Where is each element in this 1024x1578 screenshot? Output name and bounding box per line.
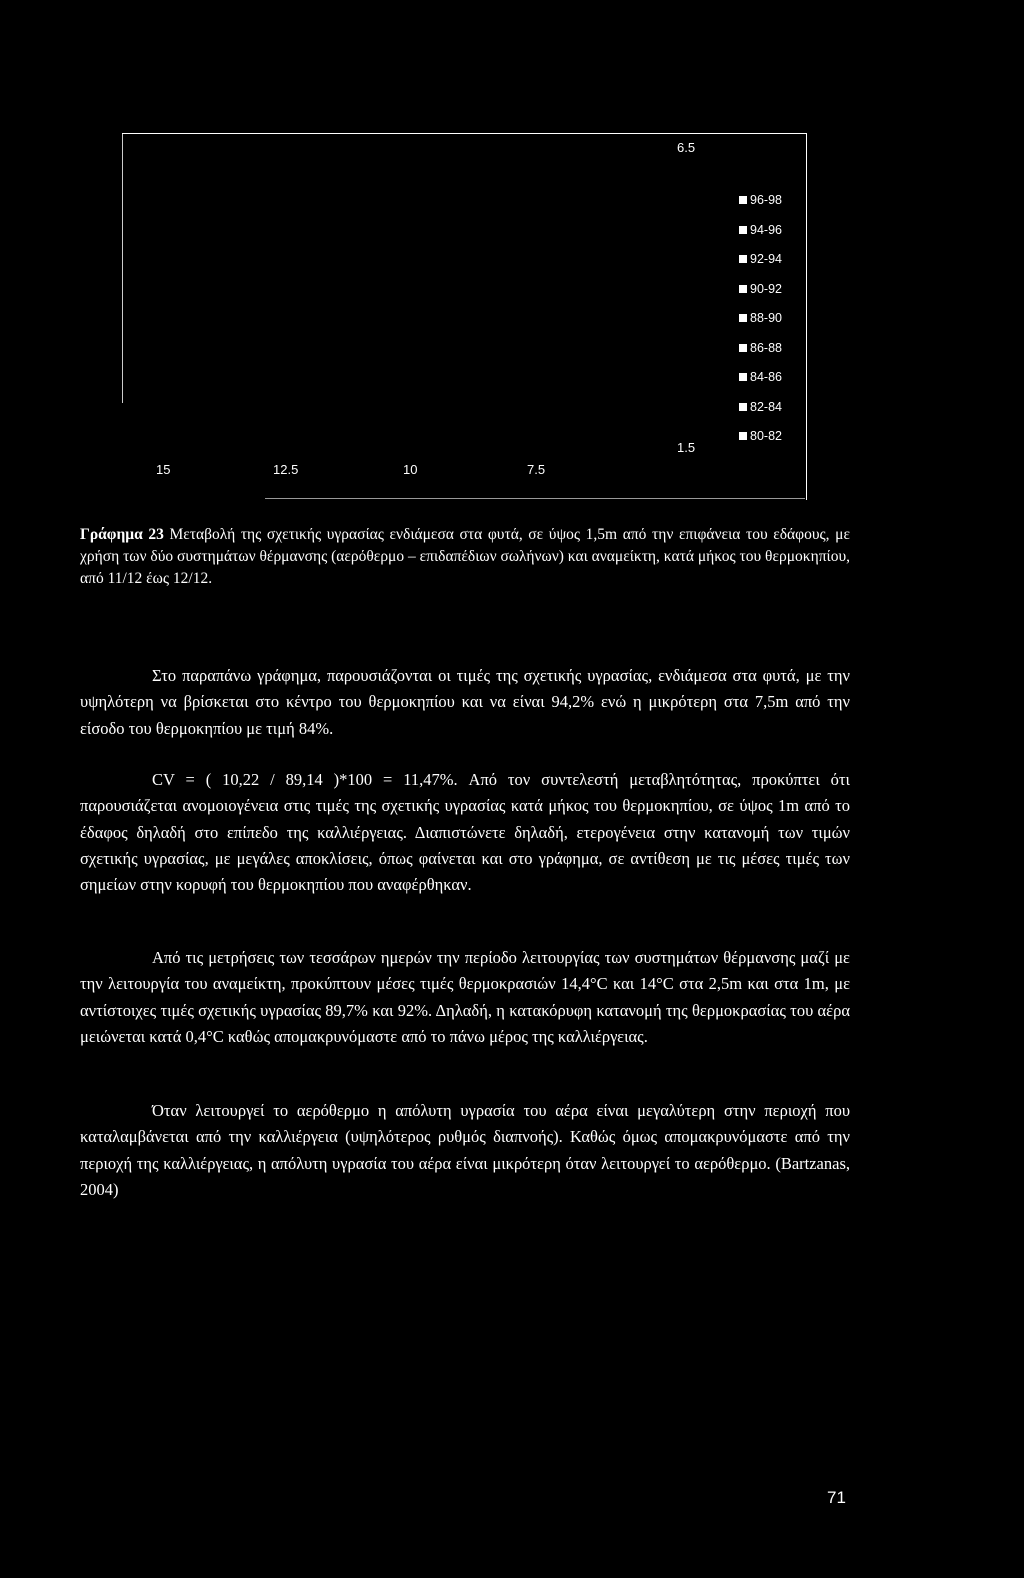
legend-label: 88-90	[750, 311, 782, 325]
legend-swatch-icon	[739, 285, 747, 293]
legend-item	[739, 311, 782, 341]
body-text	[80, 767, 850, 898]
legend-item	[739, 282, 782, 312]
paragraph-2: CV = ( 10,22 / 89,14 )*100 = 11,47%. Από τον συντελεστή μεταβλητότητας, προκύπτει ότι παρουσιάζεται ανομοιογένεια στις τιμές της σχετικής υγρασίας κατά μήκος του θερμοκηπίου, σε ύψος 1m από το έδαφος δηλαδή στο επίπεδο της καλλιέργειας. Διαπιστώνετε δηλαδή, ετερογένεια στην κατανομή των τιμών σχετικής υγρασίας, με μεγάλες αποκλίσεις, όπως φαίνεται και στο γράφημα, σε αντίθεση με τις μέσες τιμές των σημείων στην κορυφή του θερμοκηπίου που αναφέρθηκαν.	[80, 770, 850, 895]
figure-bottom-label: 12.5	[273, 462, 299, 477]
body-text	[80, 663, 850, 742]
legend-label: 82-84	[750, 399, 782, 414]
legend-swatch-icon	[739, 255, 747, 263]
legend-swatch-icon	[739, 373, 747, 381]
legend-label: 92-94	[750, 252, 782, 266]
paragraph-3: Από τις μετρήσεις των τεσσάρων ημερών την περίοδο λειτουργίας των συστημάτων θέρμανσης μαζί με την λειτουργία του αναμείκτη, προκύπτουν μέσες τιμές θερμοκρασιών 14,4°C και 14°C στα 2,5m και στα 1m, με αντίστοιχες τιμές σχετικής υγρασίας 89,7% και 92%. Δηλαδή, η κατακόρυφη κατανομή της θερμοκρασίας του αέρα μειώνεται κατά 0,4°C καθώς απομακρυνόμαστε από το πάνω μέρος της καλλιέργειας.	[80, 948, 850, 1046]
paragraph-4: Όταν λειτουργεί το αερόθερμο η απόλυτη υγρασία του αέρα είναι μεγαλύτερη στην περιοχή που καταλαμβάνεται από την καλλιέργεια (υψηλότερος ρυθμός διαπνοής). Καθώς όμως απομακρυνόμαστε από την περιοχή της καλλιέργειας, η απόλυτη υγρασία του αέρα είναι μικρότερη όταν λειτουργεί το αερόθερμο. (Bartzanas, 2004)	[80, 1101, 850, 1199]
figure-legend	[739, 193, 782, 459]
page-number: 71	[827, 1488, 846, 1507]
body-text	[80, 945, 850, 1050]
figure-top-label: 6.5	[677, 140, 696, 155]
body-text	[80, 1098, 850, 1203]
legend-label: 94-96	[750, 222, 782, 237]
figure-bottom-label: 7.5	[527, 462, 546, 477]
legend-item	[739, 252, 782, 282]
legend-label: 80-82	[750, 429, 782, 443]
legend-label: 96-98	[750, 193, 782, 207]
legend-item	[739, 429, 782, 459]
legend-swatch-icon	[739, 403, 747, 411]
legend-swatch-icon	[739, 314, 747, 322]
figure-bottom-label: 15	[156, 462, 171, 477]
figure-axis-bottom	[265, 498, 805, 499]
figure-frame	[122, 133, 807, 500]
legend-swatch-icon	[739, 432, 747, 440]
legend-item	[739, 400, 782, 430]
paragraph-1: Στο παραπάνω γράφημα, παρουσιάζονται οι τιμές της σχετικής υγρασίας, ενδιάμεσα στα φυτά, με την υψηλότερη να βρίσκεται στο κέντρο του θερμοκηπίου και να είναι 94,2% ενώ η μικρότερη στα 7,5m από την είσοδο του θερμοκηπίου με τιμή 84%.	[80, 666, 850, 738]
legend-label: 90-92	[750, 281, 782, 296]
legend-label: 86-88	[750, 340, 782, 355]
legend-swatch-icon	[739, 344, 747, 352]
caption-label: Γράφημα 23	[80, 526, 164, 543]
legend-label: 84-86	[750, 370, 782, 384]
legend-item	[739, 223, 782, 253]
caption-text: Μεταβολή της σχετικής υγρασίας ενδιάμεσα στα φυτά, σε ύψος 1,5m από την επιφάνεια του εδάφους, με χρήση των δύο συστημάτων θέρμανσης (αερόθερμο – επιδαπέδιων σωλήνων) και αναμείκτη, κατά μήκος του θερμοκηπίου, από 11/12 έως 12/12.	[80, 526, 850, 587]
figure-axis-left	[122, 133, 123, 403]
figure-bottom-label: 10	[403, 462, 418, 477]
legend-swatch-icon	[739, 226, 747, 234]
legend-swatch-icon	[739, 196, 747, 204]
legend-item	[739, 370, 782, 400]
legend-item	[739, 193, 782, 223]
legend-item	[739, 341, 782, 371]
figure-caption	[80, 524, 850, 590]
figure-top-label: 1.5	[677, 440, 696, 455]
